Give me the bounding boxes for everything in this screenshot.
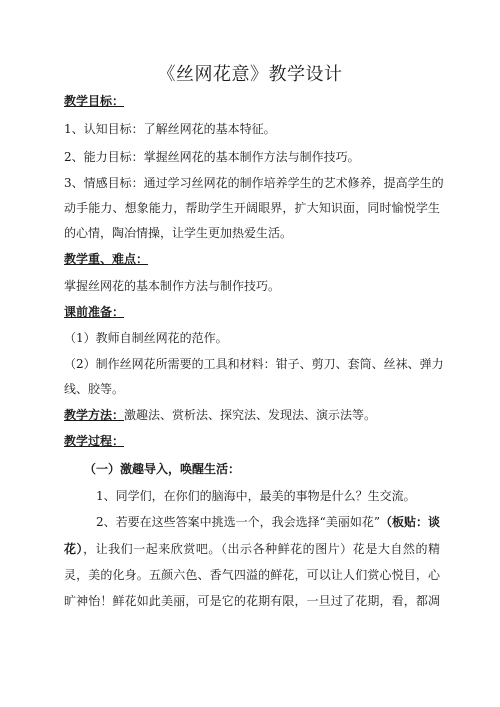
key-points-text: 掌握丝网花的基本制作方法与制作技巧。: [64, 279, 281, 293]
process-heading: 教学过程：: [64, 434, 125, 448]
key-points-heading: 教学重、难点：: [64, 252, 149, 266]
preparation-item-2-line-2: 线、胶等。: [64, 382, 125, 396]
goal-cognitive: 1、认知目标：了解丝网花的基本特征。: [64, 122, 276, 136]
step-1-heading: （一）激趣导入，唤醒生活：: [84, 462, 241, 476]
preparation-item-2-line-1: （2）制作丝网花所需要的工具和材料：钳子、剪刀、套筒、丝袜、弹力: [64, 357, 444, 371]
board-note-open: （板贴：谈: [379, 515, 440, 529]
preparation-heading: 课前准备：: [64, 305, 125, 319]
step-1-paragraph-1: 1、同学们，在你们的脑海中，最美的事物是什么？生交流。: [96, 489, 416, 503]
goal-emotion-line-1: 3、情感目标：通过学习丝网花的制作培养学生的艺术修养，提高学生的: [64, 176, 444, 190]
step-1-paragraph-2-text-a: 2、若要在这些答案中挑选一个，我会选择“美丽如花”: [96, 515, 380, 529]
step-1-paragraph-2-line-3: 灵，美的化身。五颜六色、香气四溢的鲜花，可以让人们赏心悦目，心: [64, 568, 440, 582]
method-row: [64, 406, 440, 424]
goal-emotion-line-3: 的心情，陶冶情操，让学生更加热爱生活。: [64, 226, 293, 240]
method-heading: 教学方法：: [64, 408, 125, 422]
step-1-paragraph-2-line-4: 旷神怡！鲜花如此美丽，可是它的花期有限，一旦过了花期，看，都凋: [64, 594, 440, 608]
goals-heading: 教学目标：: [64, 94, 125, 108]
goal-emotion-line-2: 动手能力、想象能力，帮助学生开阔眼界，扩大知识面，同时愉悦学生: [64, 201, 440, 215]
step-1-paragraph-2-text-d: ，让我们一起来欣赏吧。（出示各种鲜花的图片）花是大自然的精: [83, 542, 440, 556]
document-title: 《丝网花意》教学设计: [157, 64, 343, 85]
board-note-close: 花）: [64, 542, 84, 556]
goal-ability: 2、能力目标：掌握丝网花的基本制作方法与制作技巧。: [64, 150, 360, 164]
method-text: 激趣法、赏析法、探究法、发现法、演示法等。: [124, 408, 377, 422]
step-1-paragraph-2-line-1: [96, 513, 440, 531]
step-1-paragraph-2-line-2: [64, 540, 440, 558]
preparation-item-1: （1）教师自制丝网花的范作。: [64, 331, 228, 345]
